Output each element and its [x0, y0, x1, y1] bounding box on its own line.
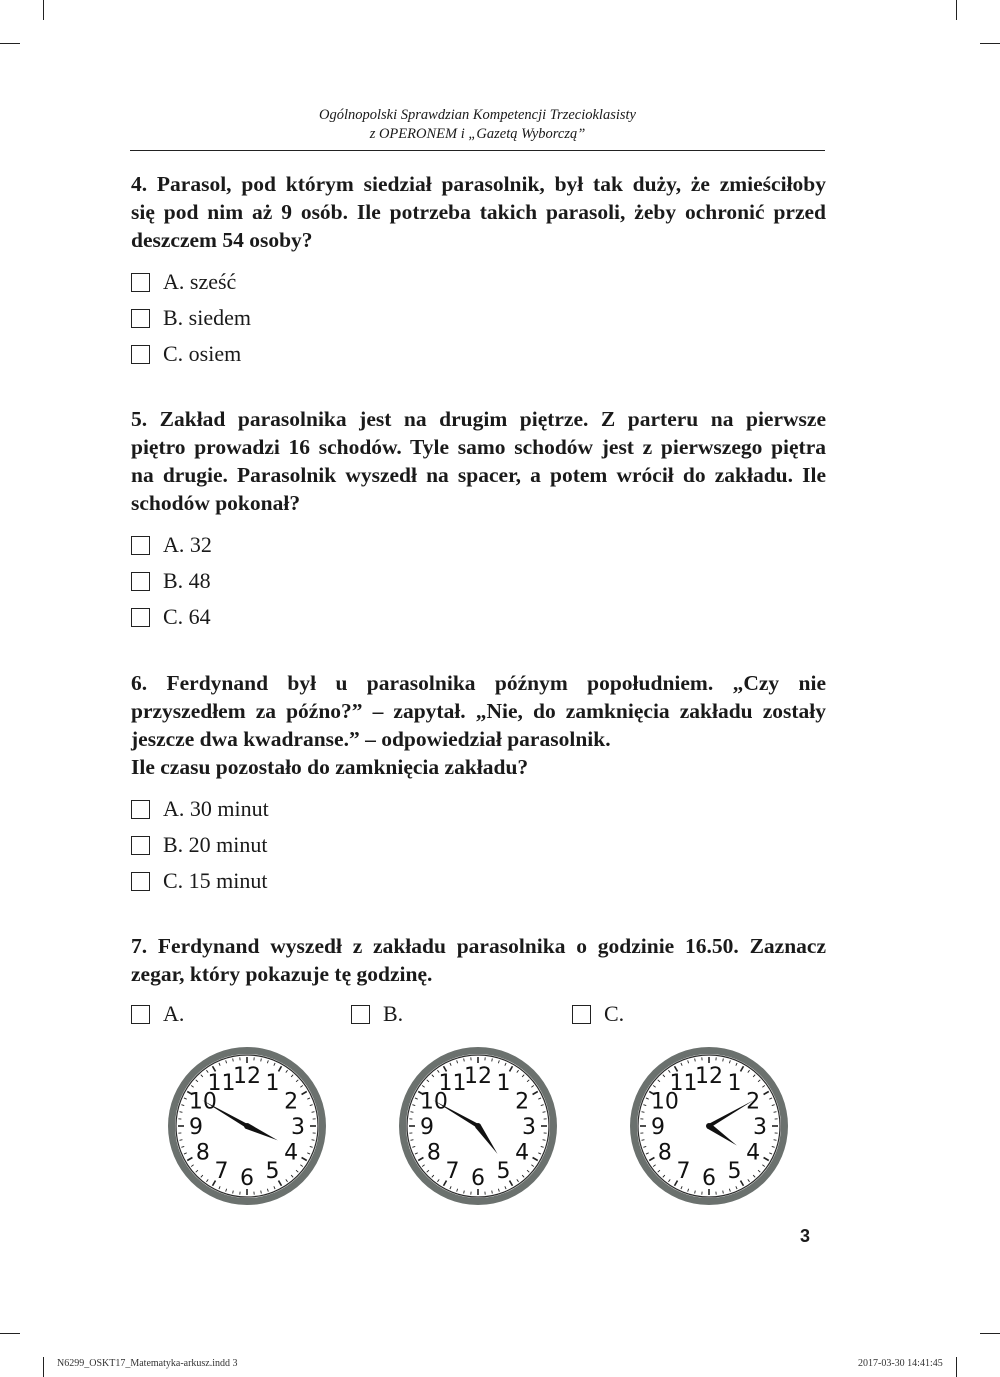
option-label: A. sześć	[163, 269, 237, 294]
crop-mark	[43, 0, 44, 20]
option-label: A.	[163, 1001, 185, 1026]
clock-b	[395, 1043, 561, 1209]
clock-numeral: 5	[727, 1159, 742, 1185]
question-text-line: 5. Zakład parasolnika jest na drugim piętrze. Z parteru na pierwsze	[131, 407, 826, 431]
question-text-line: jeszcze dwa kwadranse.” – odpowiedział parasolnik.	[131, 727, 611, 751]
header-rule	[130, 150, 825, 151]
option-6c[interactable]	[131, 863, 826, 899]
clock-numeral: 9	[189, 1115, 203, 1140]
crop-mark	[43, 1357, 44, 1377]
answer-options	[131, 791, 826, 899]
clock-tick	[233, 1191, 234, 1194]
clock-numeral: 8	[426, 1140, 441, 1166]
checkbox[interactable]	[572, 1005, 591, 1024]
question-5	[131, 405, 826, 635]
option-label: B. 20 minut	[163, 832, 268, 857]
question-4	[131, 170, 826, 372]
clock-numeral: 2	[284, 1089, 299, 1115]
option-7a[interactable]	[131, 1000, 184, 1028]
checkbox[interactable]	[131, 273, 150, 292]
checkbox[interactable]	[131, 872, 150, 891]
option-label: A. 32	[163, 532, 212, 557]
question-text-line: Ile czasu pozostało do zamknięcia zakładu?	[131, 755, 529, 779]
clock-tick	[411, 1112, 414, 1113]
clock-numeral: 11	[669, 1070, 698, 1096]
question-text-line: zegar, który pokazuje tę godzinę.	[131, 962, 433, 986]
clock-tick	[464, 1059, 465, 1062]
clock-numeral: 10	[419, 1089, 448, 1115]
option-5b[interactable]	[131, 563, 826, 599]
option-label: C.	[604, 1001, 625, 1026]
clock-numeral: 4	[284, 1140, 299, 1166]
clock-numeral: 12	[464, 1064, 492, 1089]
option-label: C. 64	[163, 604, 211, 629]
question-text-line: się pod nim aż 9 osób. Ile potrzeba takich parasoli, żeby ochronić przed	[131, 200, 826, 224]
clock-numeral: 7	[214, 1159, 229, 1185]
question-text-line: 4. Parasol, pod którym siedział parasolnik, był tak duży, że zmieściłoby	[131, 172, 826, 196]
clock-tick	[543, 1112, 546, 1113]
clock-center-pin	[244, 1123, 250, 1129]
checkbox[interactable]	[131, 1005, 150, 1024]
header-line-1: Ogólnopolski Sprawdzian Kompetencji Trzecioklasisty	[319, 107, 636, 123]
clock-tick	[233, 1059, 234, 1062]
page-number: 3	[800, 1226, 811, 1246]
clock-numeral: 4	[515, 1140, 530, 1166]
question-text-line: piętro prowadzi 16 schodów. Tyle samo schodów jest z pierwszego piętra	[131, 435, 826, 459]
clock-numeral: 11	[438, 1070, 467, 1096]
crop-mark	[956, 1357, 957, 1377]
checkbox[interactable]	[131, 345, 150, 364]
clock-tick	[261, 1059, 262, 1062]
question-text-line: na drugie. Parasolnik wyszedł na spacer, a potem wrócił do zakładu. Ile	[131, 463, 826, 487]
question-text-line: deszczem 54 osoby?	[131, 228, 313, 252]
clock-numeral: 9	[651, 1115, 665, 1140]
clock-tick	[774, 1112, 777, 1113]
clock-tick	[642, 1112, 645, 1113]
option-6b[interactable]	[131, 827, 826, 863]
option-4b[interactable]	[131, 300, 826, 336]
clock-numeral: 1	[727, 1070, 742, 1096]
question-text-line: 7. Ferdynand wyszedł z zakładu parasolnika o godzinie 16.50. Zaznacz	[131, 934, 826, 958]
clock-numeral: 2	[746, 1089, 761, 1115]
option-label: B.	[383, 1001, 404, 1026]
question-text-line: przyszedłem za późno?” – zapytał. „Nie, do zamknięcia zakładu zostały	[131, 699, 826, 723]
clock-numeral: 7	[676, 1159, 691, 1185]
clock-tick	[723, 1191, 724, 1194]
clock-tick	[312, 1112, 315, 1113]
clock-tick	[695, 1059, 696, 1062]
answer-options	[131, 264, 826, 372]
option-label: C. osiem	[163, 341, 242, 366]
clock-numeral: 11	[207, 1070, 236, 1096]
option-label: A. 30 minut	[163, 796, 269, 821]
footer-file-name: N6299_OSKT17_Matematyka-arkusz.indd 3	[57, 1358, 238, 1369]
clock-numeral: 3	[522, 1115, 536, 1140]
clock-numeral: 3	[753, 1115, 767, 1140]
crop-mark	[956, 0, 957, 20]
checkbox[interactable]	[131, 572, 150, 591]
question-text-line: 6. Ferdynand był u parasolnika późnym popołudniem. „Czy nie	[131, 671, 826, 695]
option-4c[interactable]	[131, 336, 826, 372]
clock-tick	[464, 1191, 465, 1194]
question-7-text	[131, 932, 826, 988]
clock-tick	[492, 1059, 493, 1062]
clock-numeral: 10	[650, 1089, 679, 1115]
clock-tick	[543, 1140, 546, 1141]
clock-tick	[180, 1140, 183, 1141]
clock-numeral: 5	[265, 1159, 280, 1185]
clock-center-pin	[475, 1123, 481, 1129]
checkbox[interactable]	[131, 836, 150, 855]
answer-options	[131, 527, 826, 635]
checkbox[interactable]	[131, 800, 150, 819]
option-5c[interactable]	[131, 599, 826, 635]
clock-numeral: 7	[445, 1159, 460, 1185]
option-7b[interactable]	[351, 1000, 403, 1028]
crop-mark	[0, 1333, 20, 1334]
crop-mark	[980, 1333, 1000, 1334]
clock-tick	[492, 1191, 493, 1194]
clock-tick	[411, 1140, 414, 1141]
option-label: C. 15 minut	[163, 868, 268, 893]
clock-numeral: 12	[233, 1064, 261, 1089]
clock-numeral: 12	[695, 1064, 723, 1089]
clock-numeral: 10	[188, 1089, 217, 1115]
option-7c[interactable]	[572, 1000, 624, 1028]
option-label: B. 48	[163, 568, 211, 593]
clock-numeral: 6	[471, 1166, 485, 1191]
question-text-line: schodów pokonał?	[131, 491, 301, 515]
clock-numeral: 6	[240, 1166, 254, 1191]
question-4-text	[131, 170, 826, 254]
clock-tick	[312, 1140, 315, 1141]
clock-c	[626, 1043, 792, 1209]
option-4a[interactable]	[131, 264, 826, 300]
clock-tick	[642, 1140, 645, 1141]
crop-mark	[0, 43, 20, 44]
clock-numeral: 6	[702, 1166, 716, 1191]
question-7	[131, 932, 826, 988]
header-line-2: z OPERONEM i „Gazetą Wyborczą”	[369, 126, 586, 142]
clock-numeral: 2	[515, 1089, 530, 1115]
clock-tick	[180, 1112, 183, 1113]
option-5a[interactable]	[131, 527, 826, 563]
clock-numeral: 3	[291, 1115, 305, 1140]
checkbox[interactable]	[131, 536, 150, 555]
crop-mark	[980, 43, 1000, 44]
footer-timestamp: 2017-03-30 14:41:45	[858, 1358, 943, 1369]
clock-options	[131, 1000, 826, 1030]
clock-numeral: 5	[496, 1159, 511, 1185]
question-5-text	[131, 405, 826, 517]
clock-numeral: 9	[420, 1115, 434, 1140]
clock-numeral: 4	[746, 1140, 761, 1166]
question-6	[131, 669, 826, 899]
checkbox[interactable]	[131, 608, 150, 627]
clock-numeral: 1	[265, 1070, 280, 1096]
clock-tick	[774, 1140, 777, 1141]
checkbox[interactable]	[351, 1005, 370, 1024]
clock-numeral: 8	[195, 1140, 210, 1166]
clock-tick	[723, 1059, 724, 1062]
question-6-text	[131, 669, 826, 781]
option-label: B. siedem	[163, 305, 251, 330]
checkbox[interactable]	[131, 309, 150, 328]
clock-numeral: 8	[657, 1140, 672, 1166]
clock-a	[164, 1043, 330, 1209]
clock-tick	[261, 1191, 262, 1194]
clock-numeral: 1	[496, 1070, 511, 1096]
running-header	[130, 106, 825, 144]
option-6a[interactable]	[131, 791, 826, 827]
clock-tick	[695, 1191, 696, 1194]
clock-center-pin	[706, 1123, 712, 1129]
